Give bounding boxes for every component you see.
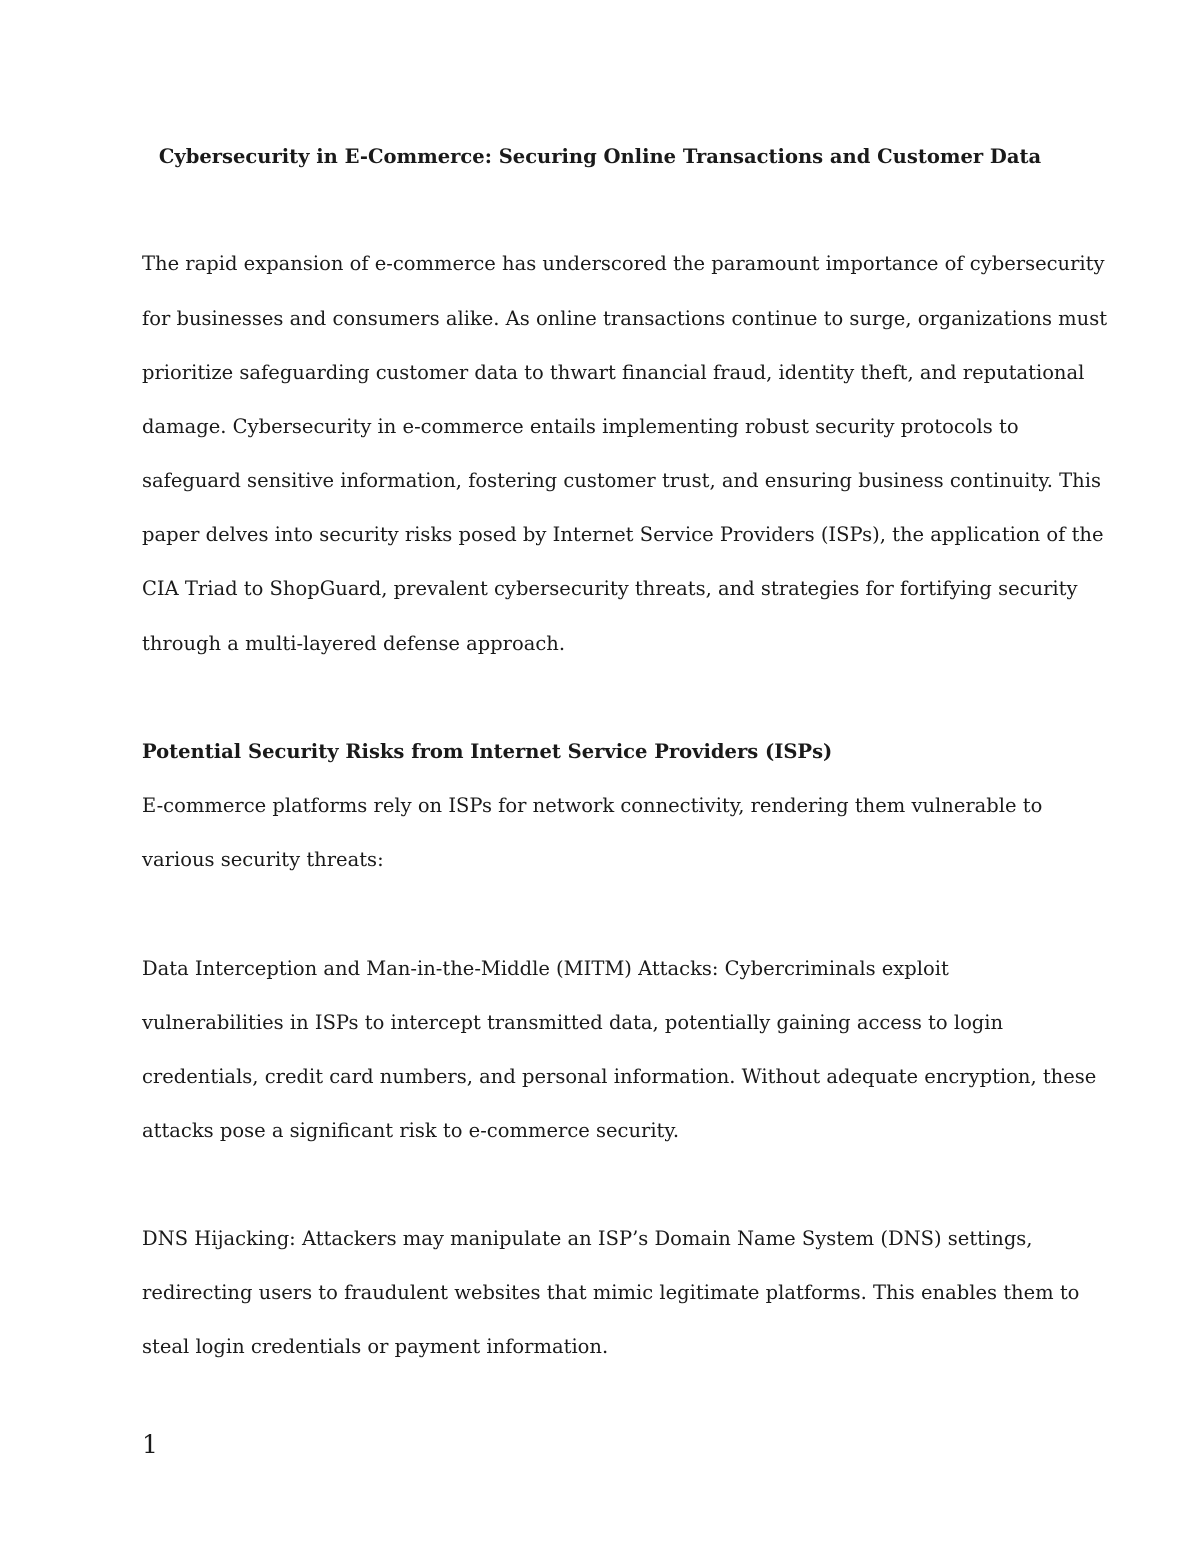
- page-number: 1: [142, 1430, 158, 1459]
- mitm-paragraph-line: Data Interception and Man-in-the-Middle (MITM) Attacks: Cybercriminals exploit: [142, 957, 949, 980]
- intro-line: The rapid expansion of e-commerce has underscored the paramount importance of cybersecurity: [142, 252, 1105, 275]
- intro-line: safeguard sensitive information, fostering customer trust, and ensuring business continuity. This: [142, 469, 1101, 492]
- dns-paragraph-line: steal login credentials or payment information.: [142, 1335, 609, 1358]
- mitm-paragraph-line: attacks pose a significant risk to e-commerce security.: [142, 1119, 680, 1142]
- mitm-paragraph-line: credentials, credit card numbers, and personal information. Without adequate encryption, these: [142, 1065, 1097, 1088]
- dns-paragraph-line: redirecting users to fraudulent websites that mimic legitimate platforms. This enables them to: [142, 1281, 1080, 1304]
- section-intro-line: various security threats:: [142, 848, 384, 871]
- intro-line: through a multi-layered defense approach.: [142, 632, 566, 655]
- document-title: Cybersecurity in E-Commerce: Securing Online Transactions and Customer Data: [158, 145, 1042, 168]
- section-intro-line: E-commerce platforms rely on ISPs for network connectivity, rendering them vulnerable to: [142, 794, 1043, 817]
- intro-line: CIA Triad to ShopGuard, prevalent cybersecurity threats, and strategies for fortifying security: [142, 577, 1078, 600]
- intro-line: for businesses and consumers alike. As online transactions continue to surge, organizations must: [142, 307, 1108, 330]
- mitm-paragraph-line: vulnerabilities in ISPs to intercept transmitted data, potentially gaining access to login: [142, 1011, 1004, 1034]
- intro-line: paper delves into security risks posed by Internet Service Providers (ISPs), the application of the: [142, 523, 1104, 546]
- dns-paragraph-line: DNS Hijacking: Attackers may manipulate an ISP’s Domain Name System (DNS) settings,: [142, 1227, 1033, 1250]
- section-heading: Potential Security Risks from Internet Service Providers (ISPs): [142, 740, 833, 763]
- intro-line: prioritize safeguarding customer data to thwart financial fraud, identity theft, and reputational: [142, 361, 1085, 384]
- intro-line: damage. Cybersecurity in e-commerce entails implementing robust security protocols to: [142, 415, 1019, 438]
